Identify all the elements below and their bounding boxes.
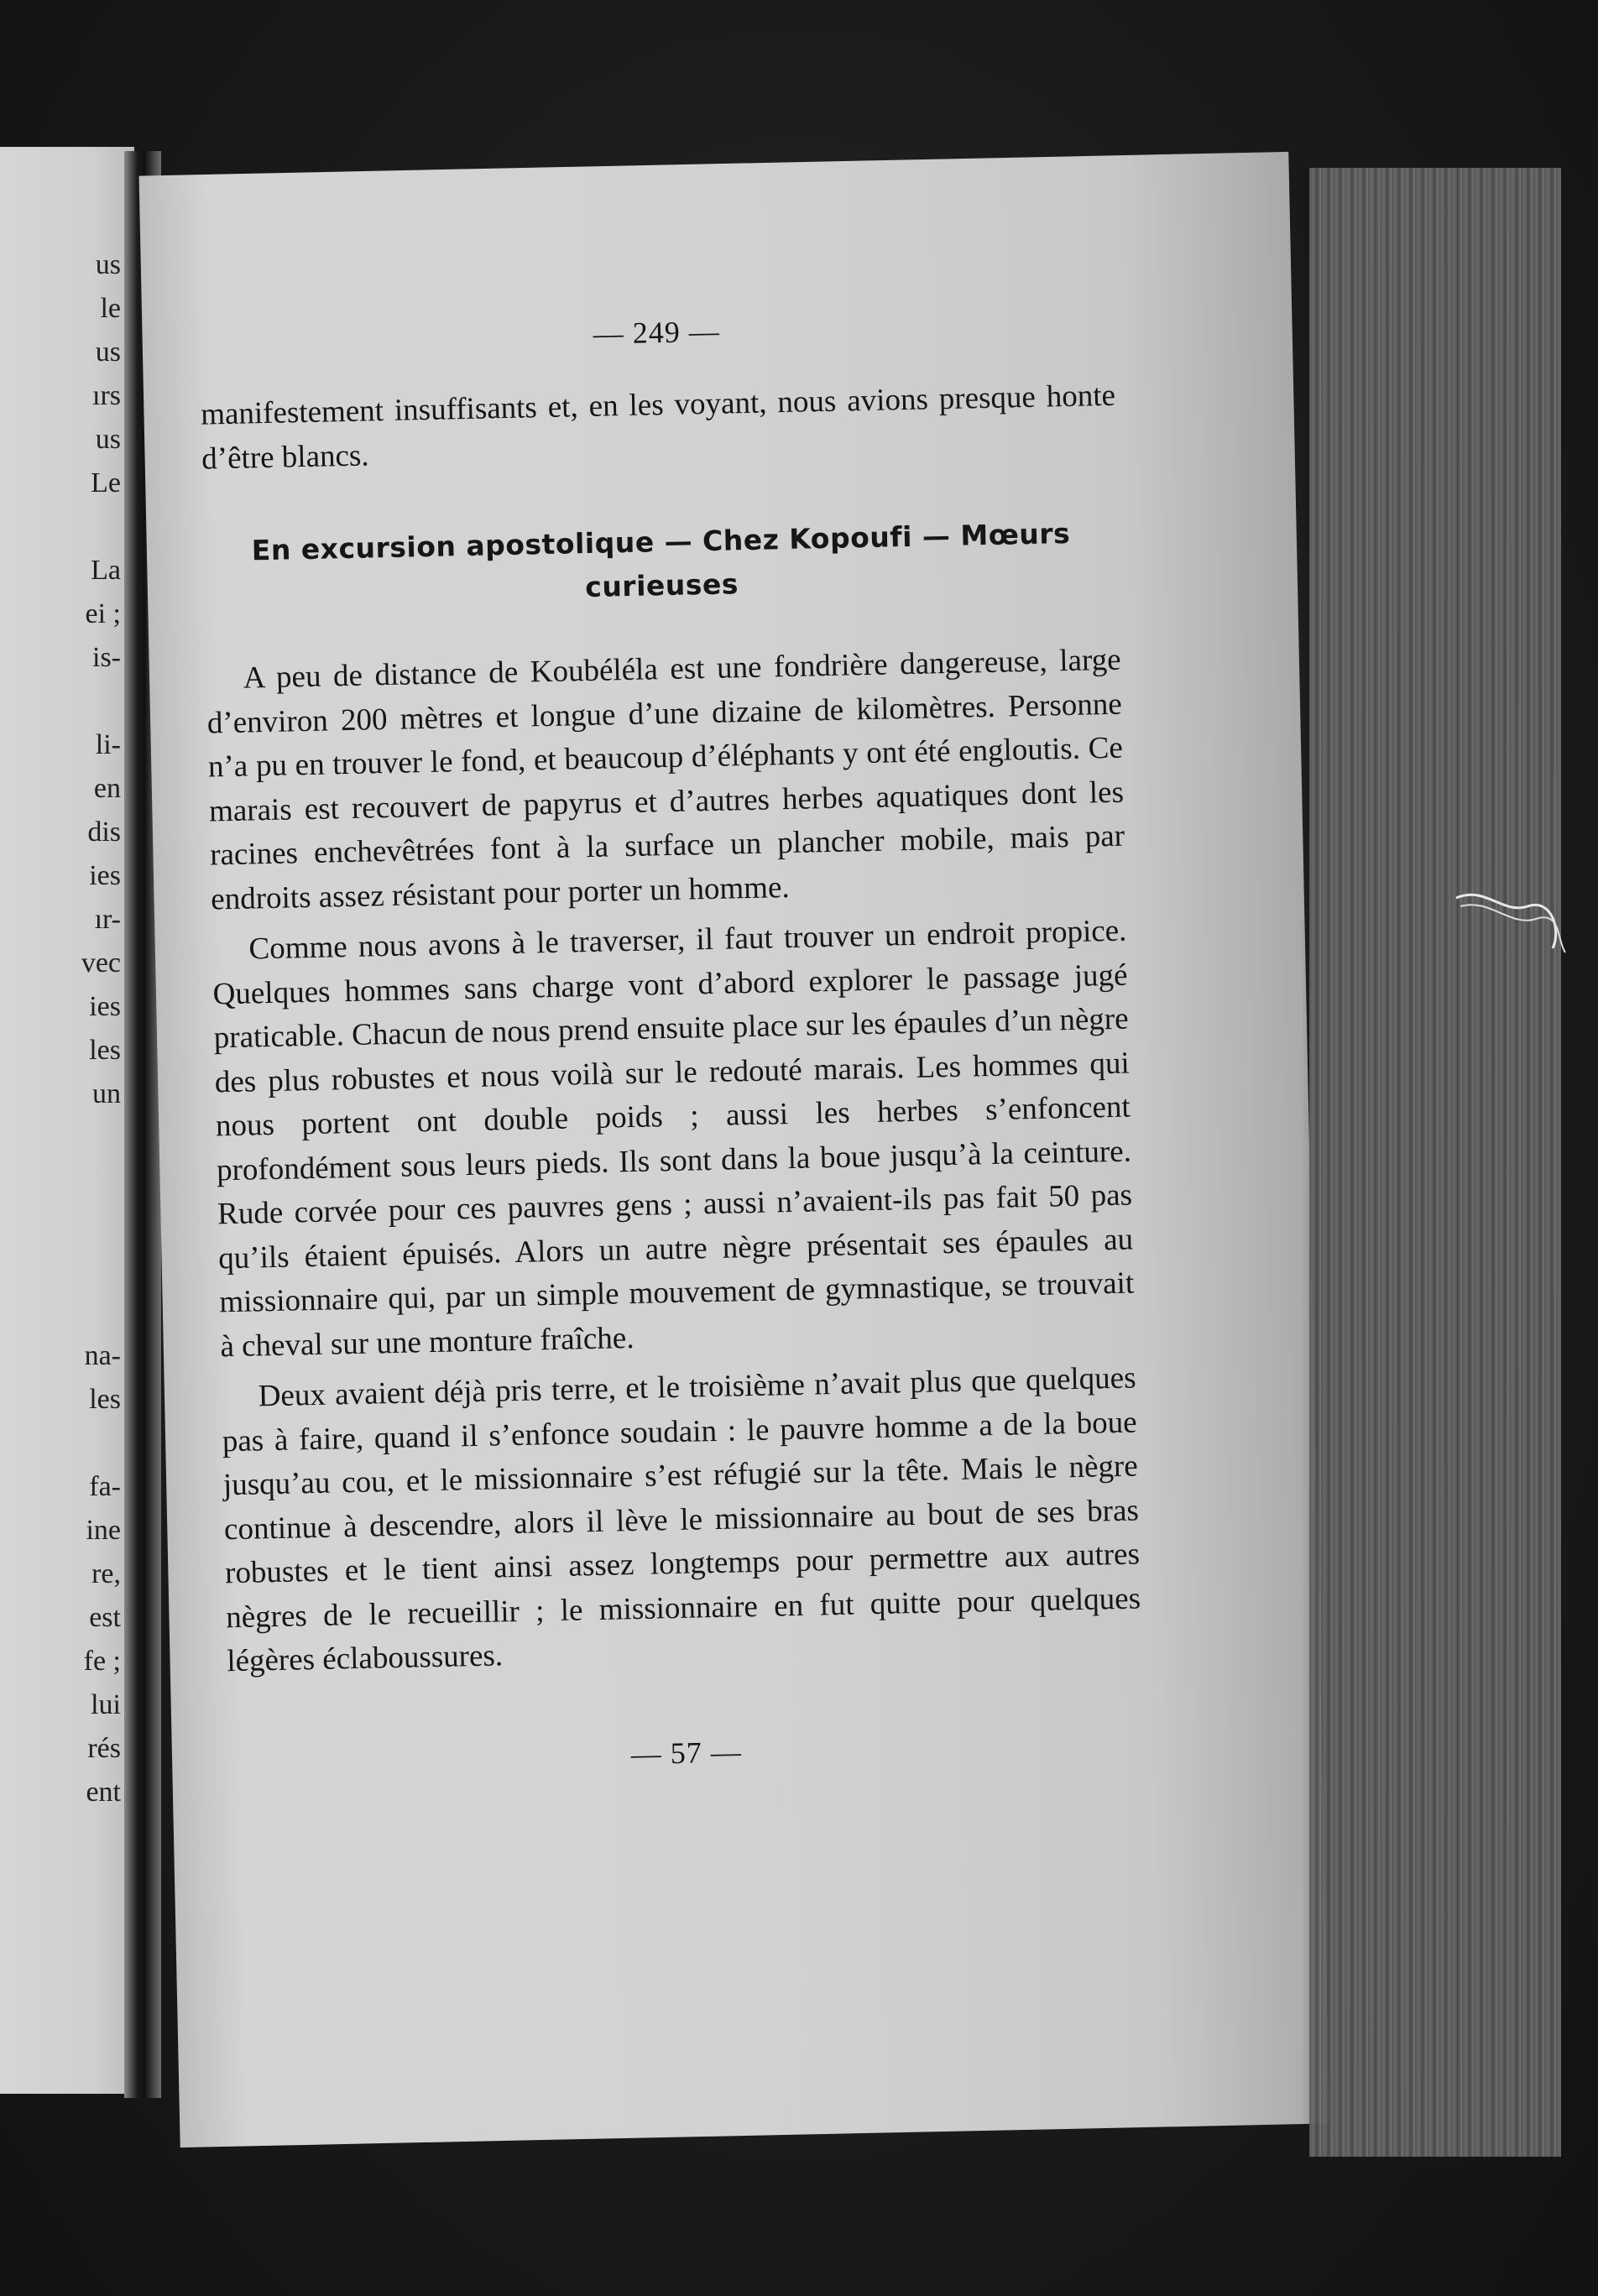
left-page-fragment: est xyxy=(89,1602,121,1633)
left-page-fragment xyxy=(0,1203,126,1247)
left-page-fragment: us xyxy=(95,424,121,455)
left-page-fragment: les xyxy=(89,1035,121,1066)
left-page-fragment: re, xyxy=(91,1558,121,1589)
left-page-fragment: les xyxy=(89,1384,121,1415)
left-page-fragment xyxy=(0,1116,126,1160)
left-page-fragment: ies xyxy=(89,860,121,891)
left-page-fragment: us xyxy=(95,249,121,280)
left-page-fragment: en xyxy=(93,773,121,804)
page-edges-stack xyxy=(1309,168,1561,2157)
paragraph: Comme nous avons à le traverser, il faut trouver un endroit propice. Quelques hommes sans charge vont d’abord explorer le passage jugé praticable. Chacun de nous prend ensuite place sur les épaules d’un nègre des plus robustes et nous voilà sur le redouté marais. Les hommes qui nous portent ont double poids ; aussi les herbes s’enfoncent profondément sous leurs pieds. Ils sont dans la boue jusqu’à la ceinture. Rude corvée pour ces pauvres gens ; aussi n’avaient-ils pas fait 50 pas qu’ils étaient épuisés. Alors un autre nègre présentait ses épaules au missionnaire qui, par un simple mouvement de gymnastique, se trouvait à cheval sur une monture fraîche. xyxy=(212,913,1135,1364)
left-page-fragment: ies xyxy=(89,991,121,1022)
left-page-text-fragments xyxy=(0,243,126,1814)
left-page-fragment xyxy=(0,1160,126,1203)
left-page-fragment: fa- xyxy=(89,1471,121,1502)
left-page-fragment xyxy=(0,1247,126,1291)
intro-paragraph: manifestement insuffisants et, en les voyant, nous avions presque honte d’être blancs. xyxy=(200,378,1116,477)
paragraph: Deux avaient déjà pris terre, et le troisième n’avait plus que quelques pas à faire, quand il s’enfonce soudain : le pauvre homme a de la boue jusqu’au cou, et le missionnaire s’est réfugié sur la tête. Mais le nègre continue à descendre, alors il lève le missionnaire au bout de ses bras robustes et le tient ainsi assez longtemps pour permettre aux autres nègres de le recueillir ; le missionnaire en fut quitte pour quelques légères éclaboussures. xyxy=(222,1360,1141,1679)
left-page-fragment: us xyxy=(95,337,121,368)
page-text-block xyxy=(199,305,1144,1780)
left-page-fragment: na- xyxy=(84,1340,121,1371)
body-paragraphs xyxy=(206,639,1141,1684)
left-page-fragment: ırs xyxy=(92,380,121,411)
paragraph: A peu de distance de Koubéléla est une fondrière dangereuse, large d’environ 200 mètres et longue d’une dizaine de kilomètres. Personne n’a pu en trouver le fond, et beaucoup d’éléphants y ont été engloutis. Ce marais est recouvert de papyrus et d’autres herbes aquatiques dont les racines enchevêtrées font à la surface un plancher mobile, mais par endroits assez résistant pour porter un homme. xyxy=(206,642,1125,916)
left-page-fragment xyxy=(0,680,126,723)
left-page-fragment: ent xyxy=(86,1777,121,1808)
left-page-fragment: un xyxy=(92,1078,121,1109)
left-page-fragment xyxy=(0,1422,126,1465)
page-number-top: — 249 — xyxy=(593,314,721,351)
section-heading: En excursion apostolique — Chez Kopoufi — Mœurs curieuses xyxy=(251,516,1071,604)
left-page-fragment: lui xyxy=(91,1689,121,1720)
left-page-fragment: ır- xyxy=(94,904,121,935)
left-page-fragment: ine xyxy=(86,1515,121,1546)
left-page-fragment: rés xyxy=(87,1733,121,1764)
left-page-fragment: Le xyxy=(91,467,121,498)
left-page-fragment: dis xyxy=(87,817,121,848)
left-page-fragment: is- xyxy=(92,642,121,673)
loose-thread xyxy=(1452,881,1569,957)
left-page-fragment: ei ; xyxy=(85,598,121,629)
left-page-fragment: La xyxy=(91,555,121,586)
left-page-fragment: le xyxy=(100,293,121,324)
left-page-fragment: vec xyxy=(81,947,121,978)
left-page-fragment xyxy=(0,1291,126,1334)
left-page-fragment: li- xyxy=(95,729,121,760)
page-number-bottom: — 57 — xyxy=(630,1734,743,1771)
left-page-fragment xyxy=(0,505,126,549)
left-page-fragment: fe ; xyxy=(83,1646,121,1677)
